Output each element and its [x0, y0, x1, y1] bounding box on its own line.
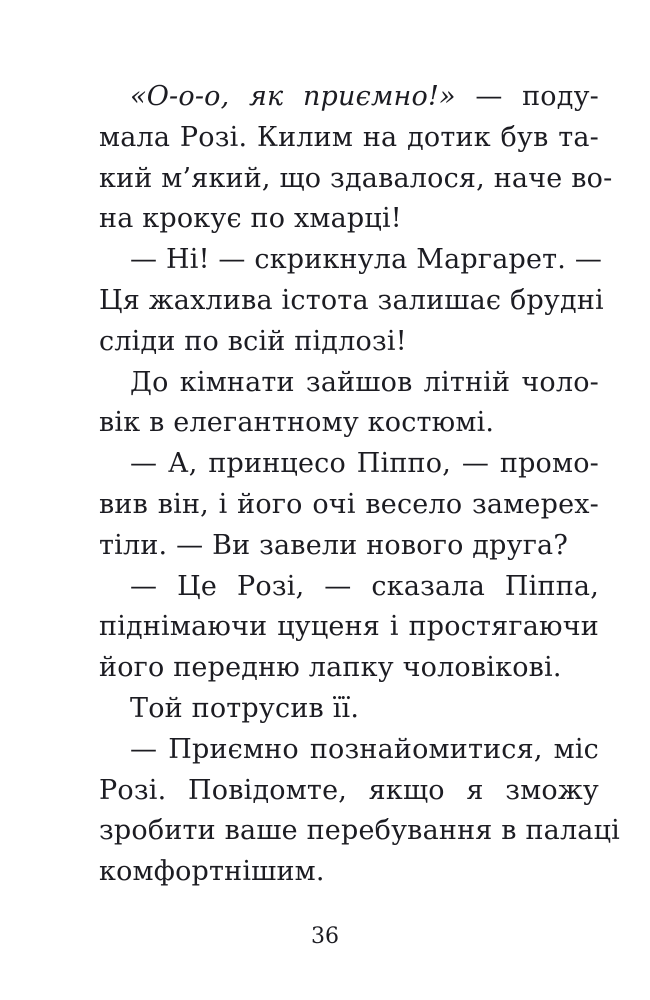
text-line: Розі. Повідомте, якщо я зможу	[99, 774, 599, 806]
line-rest: — поду-	[455, 81, 600, 112]
text-line: тіли. — Ви завели нового друга?	[99, 529, 569, 561]
text-line: — Ні! — скрикнула Маргарет. —	[130, 244, 603, 276]
text-line: зробити ваше перебування в палаці	[99, 815, 620, 847]
text-line: комфортнішим.	[99, 856, 325, 888]
text-line: До кімнати зайшов літній чоло-	[130, 366, 599, 398]
text-line: піднімаючи цуценя і простягаючи	[99, 611, 599, 643]
text-line: сліди по всій підлозі!	[99, 325, 407, 357]
body-text	[99, 77, 620, 893]
text-line: кий м’який, що здавалося, наче во-	[99, 162, 613, 194]
text-line	[99, 77, 599, 118]
text-line: — Це Розі, — сказала Піппа,	[130, 570, 599, 602]
italic-phrase: «О-о-о, як приємно!»	[130, 81, 456, 112]
text-line: — Приємно познайомитися, міс	[130, 733, 599, 765]
text-line: на крокує по хмарці!	[99, 203, 402, 235]
page-number: 36	[311, 924, 339, 949]
text-line: його передню лапку чоловікові.	[99, 652, 562, 684]
text-line: вив він, і його очі весело замерех-	[99, 488, 599, 520]
text-line: Ця жахлива істота залишає брудні	[99, 284, 604, 316]
text-line: мала Розі. Килим на дотик був та-	[99, 121, 599, 153]
text-line: Той потрусив її.	[130, 692, 360, 724]
text-line: — А, принцесо Піппо, — промо-	[130, 448, 599, 480]
text-line: вік в елегантному костюмі.	[99, 407, 495, 439]
